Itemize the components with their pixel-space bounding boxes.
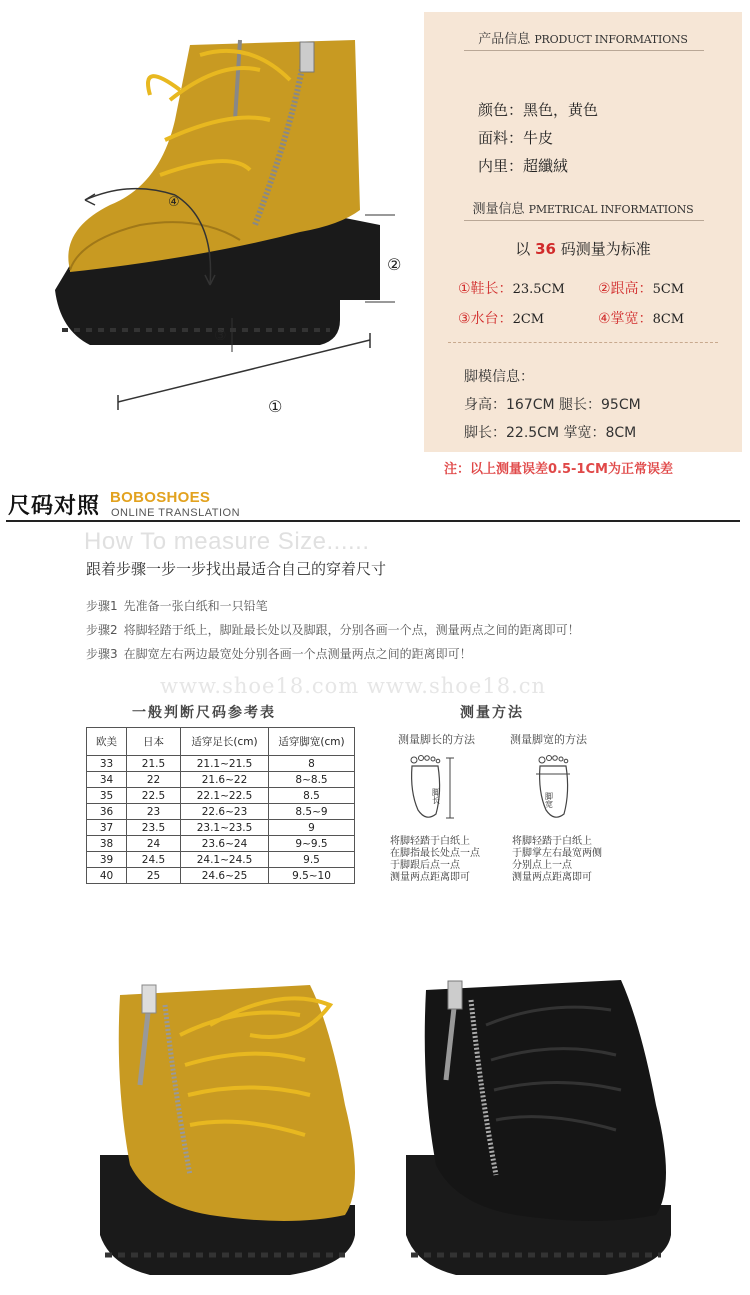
table-cell: 38 xyxy=(87,836,127,852)
brand-subtitle: ONLINE TRANSLATION xyxy=(111,507,241,519)
step-1: 步骤1 先准备一张白纸和一只铅笔 xyxy=(86,599,268,613)
table-row xyxy=(87,756,355,772)
table-cell: 9.5~10 xyxy=(269,868,355,884)
shoe-measure-diagram xyxy=(0,0,420,470)
model-line1: 身高：167CM 腿长：95CM xyxy=(464,397,641,413)
table-cell: 21.6~22 xyxy=(181,772,269,788)
model-line2: 脚长：22.5CM 掌宽：8CM xyxy=(464,425,637,441)
table-cell: 34 xyxy=(87,772,127,788)
table-cell: 22.6~23 xyxy=(181,804,269,820)
table-cell: 23.1~23.5 xyxy=(181,820,269,836)
marker-width: ④ xyxy=(168,195,180,210)
marker-heel: ② xyxy=(387,255,402,274)
size-chart-title: 尺码对照 xyxy=(8,494,101,519)
watermark: www.shoe18.com www.shoe18.cn xyxy=(160,674,547,698)
table-cell: 22 xyxy=(127,772,181,788)
error-note: 注：以上测量误差0.5-1CM为正常误差 xyxy=(444,462,673,477)
foot-length-icon xyxy=(400,752,460,824)
table-cell: 23.5 xyxy=(127,820,181,836)
info-color: 颜色：黑色，黄色 xyxy=(478,101,599,119)
table-cell: 9~9.5 xyxy=(269,836,355,852)
table-header-cell: 适穿足长(cm) xyxy=(181,728,269,756)
table-cell: 35 xyxy=(87,788,127,804)
table-header-cell: 日本 xyxy=(127,728,181,756)
marker-platform: ③ xyxy=(214,328,227,344)
svg-text:脚宽: 脚宽 xyxy=(544,792,554,808)
brand-logo: BOBOSHOES xyxy=(110,489,211,506)
table-cell: 25 xyxy=(127,868,181,884)
table-row xyxy=(87,852,355,868)
table-cell: 36 xyxy=(87,804,127,820)
table-header-cell: 适穿脚宽(cm) xyxy=(269,728,355,756)
measure-heel-height: ②跟高：5CM xyxy=(598,281,685,297)
foot-width-icon xyxy=(528,752,588,824)
method-width-title: 测量脚宽的方法 xyxy=(510,733,587,746)
method-length-desc: 将脚轻踏于白纸上 在脚指最长处点一点 于脚跟后点一点 测量两点距离即可 xyxy=(390,836,480,883)
yellow-boot-photo xyxy=(90,965,390,1285)
product-info-panel xyxy=(424,12,742,452)
method-width-desc: 将脚轻踏于白纸上 于脚掌左右最宽两侧 分别点上一点 测量两点距离即可 xyxy=(512,836,602,883)
table-row xyxy=(87,868,355,884)
table-cell: 24 xyxy=(127,836,181,852)
step-3: 步骤3 在脚宽左右两边最宽处分别各画一个点测量两点之间的距离即可！ xyxy=(86,647,472,661)
table-row xyxy=(87,804,355,820)
table-cell: 21.5 xyxy=(127,756,181,772)
product-info-header: 产品信息 PRODUCT INFORMATIONS xyxy=(478,32,688,47)
table-row xyxy=(87,836,355,852)
measure-platform: ③水台：2CM xyxy=(458,311,545,327)
table-cell: 33 xyxy=(87,756,127,772)
measurement-info-header: 测量信息 PMETRICAL INFORMATIONS xyxy=(472,202,694,217)
table-cell: 22.1~22.5 xyxy=(181,788,269,804)
table-cell: 40 xyxy=(87,868,127,884)
measure-shoe-length: ①鞋长：23.5CM xyxy=(458,281,565,297)
table-row xyxy=(87,820,355,836)
measure-width: ④掌宽：8CM xyxy=(598,311,685,327)
table-row xyxy=(87,788,355,804)
howto-heading: How To measure Size...... xyxy=(84,528,370,555)
divider xyxy=(6,520,740,522)
table-cell: 23 xyxy=(127,804,181,820)
table-cell: 8 xyxy=(269,756,355,772)
measure-method-title: 测量方法 xyxy=(460,705,524,721)
size-reference-table xyxy=(86,727,355,884)
black-boot-photo xyxy=(386,965,706,1285)
table-cell: 8~8.5 xyxy=(269,772,355,788)
svg-text:脚长: 脚长 xyxy=(431,788,441,804)
table-cell: 22.5 xyxy=(127,788,181,804)
model-title: 脚模信息： xyxy=(464,369,534,385)
standard-size-line: 以 36 码测量为标准 xyxy=(515,240,651,258)
table-title: 一般判断尺码参考表 xyxy=(132,705,276,721)
marker-length: ① xyxy=(268,397,283,416)
step-2: 步骤2 将脚轻踏于纸上，脚趾最长处以及脚跟，分别各画一个点，测量两点之间的距离即可！ xyxy=(86,623,580,637)
table-cell: 24.6~25 xyxy=(181,868,269,884)
table-cell: 37 xyxy=(87,820,127,836)
table-cell: 9.5 xyxy=(269,852,355,868)
table-cell: 39 xyxy=(87,852,127,868)
table-cell: 9 xyxy=(269,820,355,836)
info-material: 面料：牛皮 xyxy=(478,129,554,147)
table-row xyxy=(87,772,355,788)
method-length-title: 测量脚长的方法 xyxy=(398,733,475,746)
table-cell: 8.5~9 xyxy=(269,804,355,820)
table-header-cell: 欧美 xyxy=(87,728,127,756)
howto-subheading: 跟着步骤一步一步找出最适合自己的穿着尺寸 xyxy=(86,560,387,578)
table-cell: 23.6~24 xyxy=(181,836,269,852)
table-cell: 8.5 xyxy=(269,788,355,804)
table-cell: 24.1~24.5 xyxy=(181,852,269,868)
table-cell: 21.1~21.5 xyxy=(181,756,269,772)
table-cell: 24.5 xyxy=(127,852,181,868)
info-lining: 内里：超纖絨 xyxy=(478,157,569,175)
